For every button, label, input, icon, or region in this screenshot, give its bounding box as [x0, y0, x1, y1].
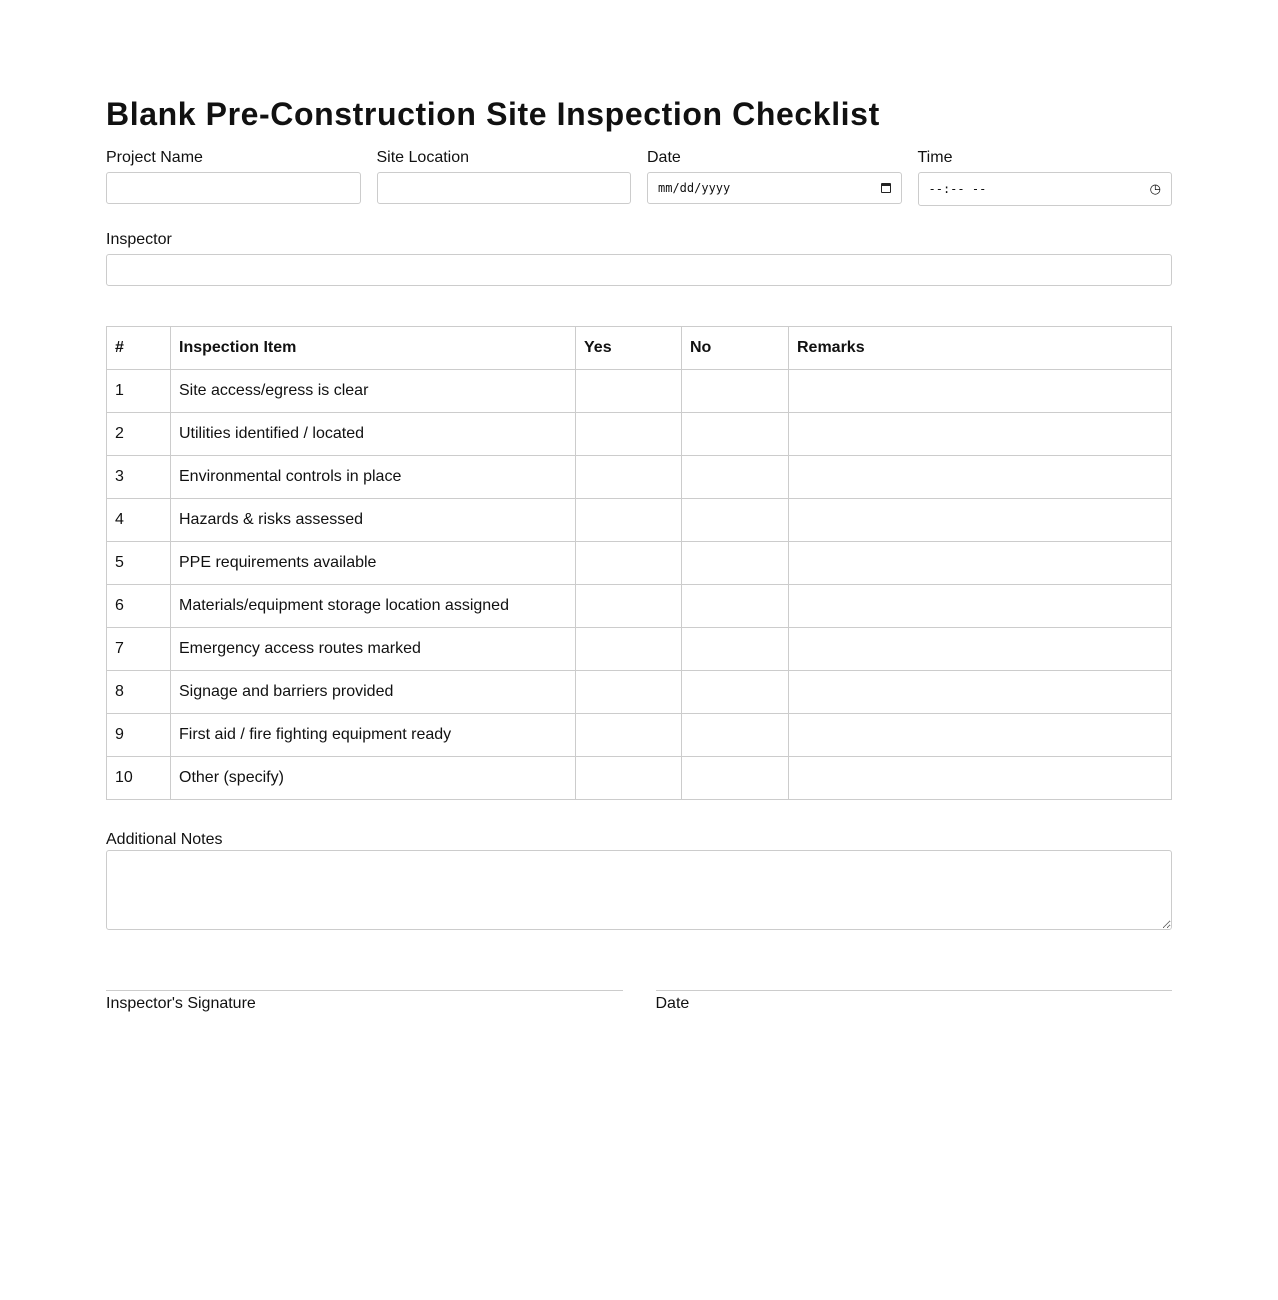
- inspector-input[interactable]: [106, 254, 1172, 286]
- table-row: [107, 714, 1172, 757]
- table-row: [107, 413, 1172, 456]
- date-input[interactable]: [647, 172, 902, 204]
- table-row: [107, 456, 1172, 499]
- notes-label: Additional Notes: [106, 831, 223, 848]
- no-cell[interactable]: [682, 499, 789, 542]
- row-item: Emergency access routes marked: [171, 628, 576, 671]
- page-title: Blank Pre-Construction Site Inspection Checklist: [106, 96, 880, 132]
- row-number: 1: [107, 370, 171, 413]
- remarks-cell[interactable]: [789, 585, 1172, 628]
- clock-icon[interactable]: ◷: [1149, 181, 1161, 197]
- yes-cell[interactable]: [576, 671, 682, 714]
- row-number: 9: [107, 714, 171, 757]
- no-cell[interactable]: [682, 585, 789, 628]
- row-number: 10: [107, 757, 171, 800]
- project-name-label: Project Name: [106, 149, 203, 166]
- yes-cell[interactable]: [576, 370, 682, 413]
- inspector-label: Inspector: [106, 231, 172, 248]
- no-cell[interactable]: [682, 628, 789, 671]
- no-cell[interactable]: [682, 757, 789, 800]
- yes-cell[interactable]: [576, 714, 682, 757]
- calendar-icon[interactable]: [881, 183, 891, 193]
- remarks-cell[interactable]: [789, 370, 1172, 413]
- header-number: #: [107, 327, 171, 370]
- yes-cell[interactable]: [576, 499, 682, 542]
- site-location-label: Site Location: [376, 149, 470, 166]
- site-location-input[interactable]: [377, 172, 632, 204]
- remarks-cell[interactable]: [789, 628, 1172, 671]
- yes-cell[interactable]: [576, 757, 682, 800]
- row-number: 3: [107, 456, 171, 499]
- header-remarks: Remarks: [789, 327, 1172, 370]
- remarks-cell[interactable]: [789, 757, 1172, 800]
- time-input[interactable]: [918, 172, 1173, 206]
- no-cell[interactable]: [682, 671, 789, 714]
- inspection-table: [106, 326, 1172, 800]
- date-placeholder: mm/dd/yyyy: [658, 181, 731, 195]
- yes-cell[interactable]: [576, 585, 682, 628]
- row-item: Other (specify): [171, 757, 576, 800]
- row-number: 4: [107, 499, 171, 542]
- row-number: 6: [107, 585, 171, 628]
- row-number: 2: [107, 413, 171, 456]
- row-item: Site access/egress is clear: [171, 370, 576, 413]
- row-item: Environmental controls in place: [171, 456, 576, 499]
- row-item: Signage and barriers provided: [171, 671, 576, 714]
- table-row: [107, 628, 1172, 671]
- row-item: Utilities identified / located: [171, 413, 576, 456]
- no-cell[interactable]: [682, 413, 789, 456]
- row-number: 8: [107, 671, 171, 714]
- date-label: Date: [647, 149, 681, 166]
- header-yes: Yes: [576, 327, 682, 370]
- yes-cell[interactable]: [576, 542, 682, 585]
- table-header-row: [107, 327, 1172, 370]
- remarks-cell[interactable]: [789, 714, 1172, 757]
- row-item: Materials/equipment storage location assigned: [171, 585, 576, 628]
- header-no: No: [682, 327, 789, 370]
- table-row: [107, 370, 1172, 413]
- header-item: Inspection Item: [171, 327, 576, 370]
- table-row: [107, 757, 1172, 800]
- row-item: First aid / fire fighting equipment ready: [171, 714, 576, 757]
- row-item: PPE requirements available: [171, 542, 576, 585]
- yes-cell[interactable]: [576, 456, 682, 499]
- yes-cell[interactable]: [576, 413, 682, 456]
- row-item: Hazards & risks assessed: [171, 499, 576, 542]
- no-cell[interactable]: [682, 370, 789, 413]
- remarks-cell[interactable]: [789, 542, 1172, 585]
- remarks-cell[interactable]: [789, 413, 1172, 456]
- checklist-form: [106, 94, 1172, 1013]
- notes-textarea[interactable]: [106, 850, 1172, 930]
- row-number: 7: [107, 628, 171, 671]
- table-row: [107, 499, 1172, 542]
- row-number: 5: [107, 542, 171, 585]
- no-cell[interactable]: [682, 456, 789, 499]
- time-label: Time: [917, 149, 953, 166]
- table-row: [107, 671, 1172, 714]
- yes-cell[interactable]: [576, 628, 682, 671]
- remarks-cell[interactable]: [789, 499, 1172, 542]
- table-row: [107, 542, 1172, 585]
- remarks-cell[interactable]: [789, 456, 1172, 499]
- time-placeholder: --:-- --: [928, 182, 987, 196]
- signature-date-line: Date: [656, 990, 1173, 1013]
- table-row: [107, 585, 1172, 628]
- no-cell[interactable]: [682, 542, 789, 585]
- inspector-signature-line: Inspector's Signature: [106, 990, 623, 1013]
- remarks-cell[interactable]: [789, 671, 1172, 714]
- no-cell[interactable]: [682, 714, 789, 757]
- project-name-input[interactable]: [106, 172, 361, 204]
